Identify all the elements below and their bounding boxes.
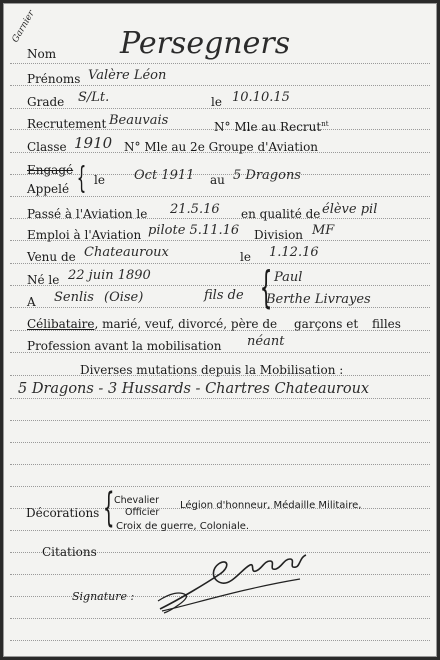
marital-selected: Célibataire bbox=[27, 317, 95, 331]
from-label: Venu de bbox=[27, 250, 76, 264]
aviation-transfer-date: 21.5.16 bbox=[170, 202, 220, 217]
class-no-label: N° Mle au 2e Groupe d'Aviation bbox=[124, 140, 319, 154]
division-label: Division bbox=[254, 228, 304, 242]
enlisted-le: le bbox=[94, 173, 105, 187]
rule bbox=[10, 285, 430, 286]
marital-status: Célibataire, marié, veuf, divorcé, père de bbox=[27, 317, 278, 331]
children-label: garçons et bbox=[294, 317, 359, 331]
birth-date: 22 juin 1890 bbox=[68, 268, 151, 283]
margin-note: Garnier bbox=[10, 9, 37, 45]
enlisted-au: au bbox=[210, 173, 225, 187]
recruitment-value: Beauvais bbox=[109, 113, 169, 128]
enlisted-brace: { bbox=[76, 161, 87, 196]
decorations-brace: { bbox=[102, 485, 115, 531]
grade-value: S/Lt. bbox=[78, 90, 110, 105]
rule bbox=[10, 63, 430, 64]
aviation-post-label: Emploi à l'Aviation bbox=[27, 228, 142, 242]
decoration-officier: Officier bbox=[125, 507, 160, 518]
aviation-quality-label: en qualité de bbox=[241, 207, 321, 221]
recruitment-no-label: N° Mle au Recrut$^{nt}$ bbox=[214, 120, 329, 134]
birth-place: Senlis bbox=[54, 290, 94, 305]
mother-name: Berthe Livrayes bbox=[266, 292, 371, 307]
rule bbox=[10, 420, 430, 421]
mutations-value: 5 Dragons - 3 Hussards - Chartres Chateauroux bbox=[18, 381, 370, 397]
enlisted-date: Oct 1911 bbox=[134, 168, 195, 183]
first-names-label: Prénoms bbox=[27, 72, 81, 86]
parents-brace: { bbox=[259, 262, 273, 313]
rule bbox=[10, 398, 430, 399]
aviation-transfer-label: Passé à l'Aviation le bbox=[27, 207, 148, 221]
class-label: Classe bbox=[27, 140, 67, 154]
decoration-chevalier: Chevalier bbox=[114, 495, 159, 506]
profession-label: Profession avant la mobilisation bbox=[27, 339, 222, 353]
from-date: 1.12.16 bbox=[269, 245, 319, 260]
first-names-value: Valère Léon bbox=[88, 68, 167, 83]
grade-date-prefix: le bbox=[211, 95, 222, 109]
rule bbox=[10, 640, 430, 641]
decoration-crosses: Croix de guerre, Coloniale. bbox=[116, 521, 250, 532]
engage-label: Engagé bbox=[27, 163, 74, 177]
enlisted-unit: 5 Dragons bbox=[233, 168, 301, 183]
name-label: Nom bbox=[27, 47, 57, 61]
name-value: Persegners bbox=[120, 26, 291, 61]
class-value: 1910 bbox=[74, 134, 113, 152]
profession-value: néant bbox=[247, 334, 285, 349]
rule bbox=[10, 486, 430, 487]
decorations-label: Décorations bbox=[26, 506, 100, 520]
decoration-orders: Légion d'honneur, Médaille Militaire, bbox=[180, 500, 362, 511]
rule bbox=[10, 464, 430, 465]
birth-label: Né le bbox=[27, 273, 60, 287]
birth-dept: (Oise) bbox=[104, 290, 144, 305]
birth-place-label: A bbox=[27, 295, 36, 309]
rule bbox=[10, 442, 430, 443]
rule bbox=[10, 196, 430, 197]
from-le: le bbox=[240, 250, 251, 264]
grade-label: Grade bbox=[27, 95, 65, 109]
appele-label: Appelé bbox=[27, 182, 70, 196]
father-name: Paul bbox=[274, 270, 303, 285]
aviation-post-value: pilote 5.11.16 bbox=[148, 223, 240, 238]
daughters-label: filles bbox=[372, 317, 401, 331]
mutations-heading: Diverses mutations depuis la Mobilisation : bbox=[80, 363, 344, 377]
grade-date: 10.10.15 bbox=[232, 90, 290, 105]
military-record-card bbox=[3, 3, 437, 657]
recruitment-label: Recrutement bbox=[27, 117, 107, 131]
division-value: MF bbox=[312, 223, 335, 238]
from-value: Chateauroux bbox=[84, 245, 169, 260]
citations-label: Citations bbox=[42, 545, 97, 559]
signature-scribble bbox=[150, 539, 320, 619]
aviation-quality: élève pil bbox=[322, 202, 378, 217]
son-of: fils de bbox=[204, 288, 244, 303]
signature-label: Signature : bbox=[72, 590, 135, 603]
